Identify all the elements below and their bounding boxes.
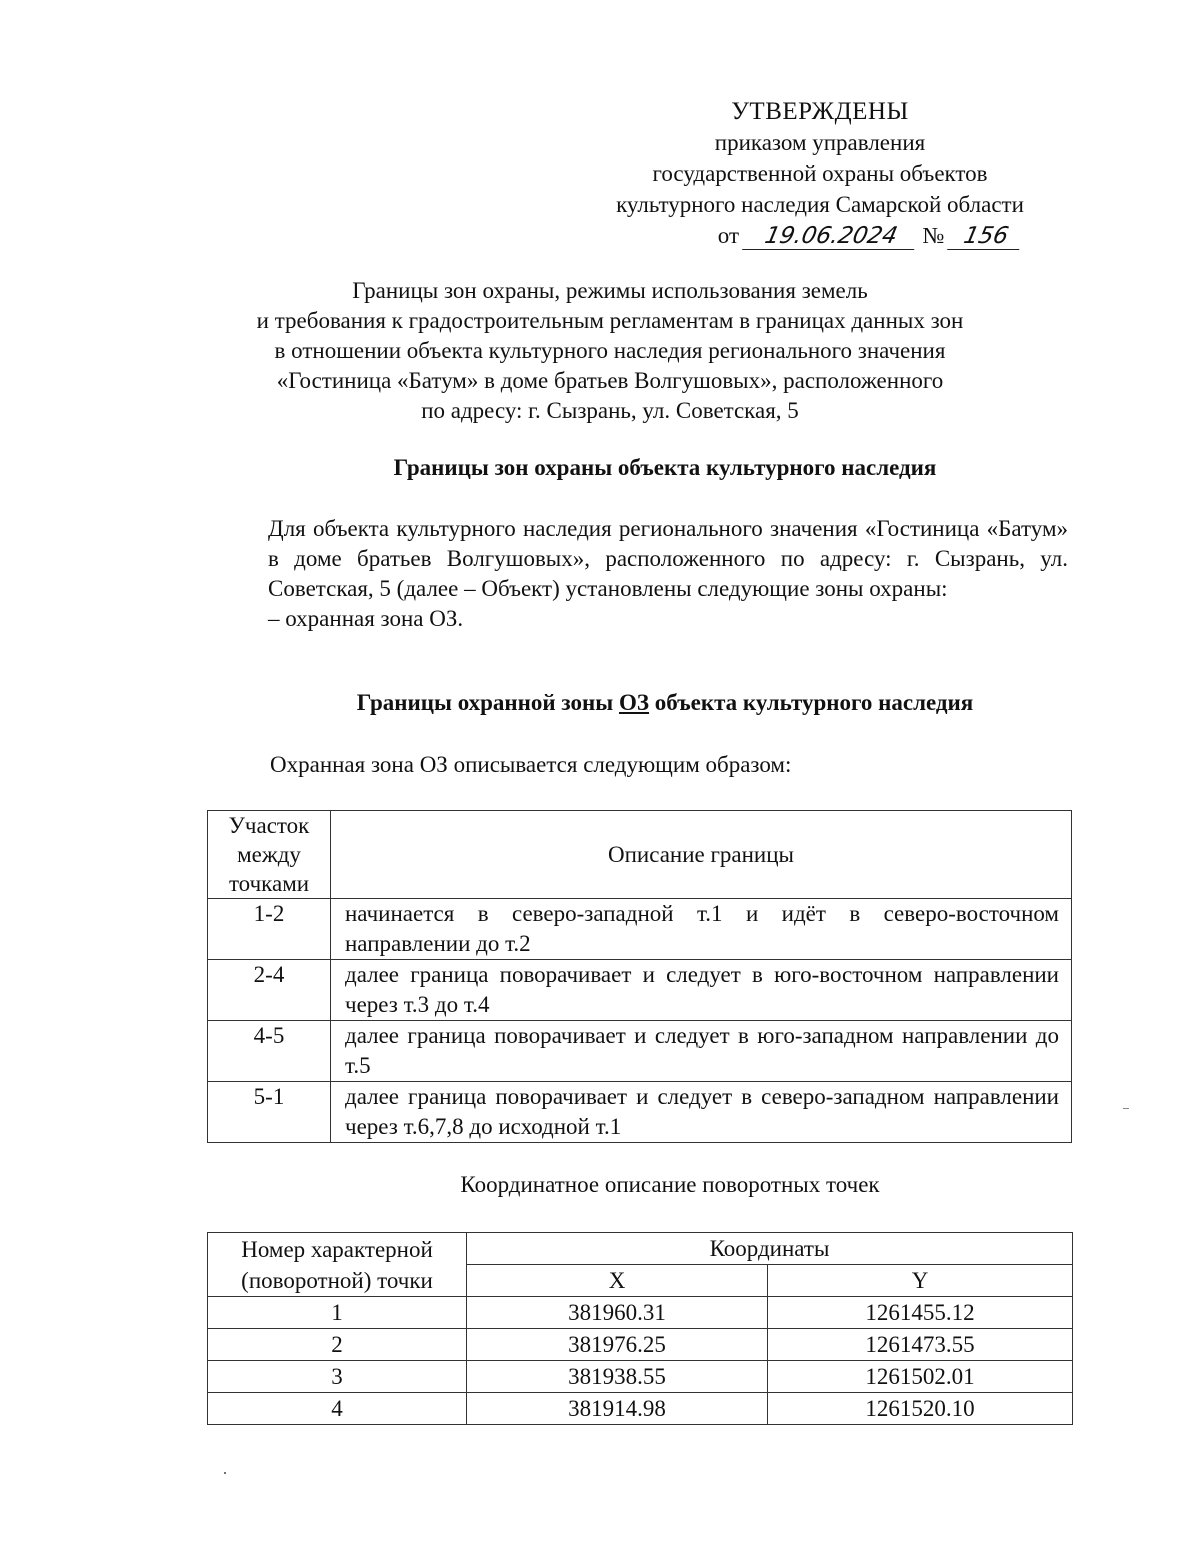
description-cell: начинается в северо-западной т.1 и идёт в северо-восточном направлении до т.2 [331,899,1072,960]
handwritten-number: 156 [947,223,1025,250]
table-row [208,1297,1073,1329]
section-2-title-end: объекта культурного наследия [649,690,974,715]
approval-line-1: приказом управления [714,130,926,155]
heading-line-3: в отношении объекта культурного наследия регионального значения [274,338,946,363]
y-cell: 1261473.55 [768,1329,1073,1361]
description-cell: далее граница поворачивает и следует в северо-западном направлении через т.6,7,8 до исходной т.1 [331,1082,1072,1143]
boundary-table [207,810,1072,1143]
table-row [208,1021,1072,1082]
heading-line-2: и требования к градостроительным регламентам в границах данных зон [256,308,964,333]
table-row [208,960,1072,1021]
document-heading [140,276,1080,426]
approval-title: УТВЕРЖДЕНЫ [731,98,909,125]
table-row [208,1082,1072,1143]
section-1-title: Границы зон охраны объекта культурного наследия [393,455,937,480]
scan-mark [1123,1108,1129,1109]
segment-header-line: точками [228,871,310,896]
table-row [208,899,1072,960]
number-prefix: № [922,223,945,248]
y-cell: 1261455.12 [768,1297,1073,1329]
x-cell: 381938.55 [467,1361,768,1393]
approval-line-2: государственной охраны объектов [652,161,988,186]
x-header: X [467,1265,768,1297]
heading-line-5: по адресу: г. Сызрань, ул. Советская, 5 [421,398,799,423]
handwritten-date: 19.06.2024 [742,223,920,250]
heading-line-4: «Гостиница «Батум» в доме братьев Волгушовых», расположенного [276,368,944,393]
table-row [208,1393,1073,1425]
point-header-line: (поворотной) точки [241,1267,433,1293]
section-2-title [150,690,1180,716]
y-cell: 1261520.10 [768,1393,1073,1425]
segment-cell: 2-4 [208,960,331,1021]
table-row [208,1361,1073,1393]
description-cell: далее граница поворачивает и следует в юго-западном направлении до т.5 [331,1021,1072,1082]
x-cell: 381914.98 [467,1393,768,1425]
coordinates-table [207,1232,1073,1425]
section-1-paragraph [205,514,1068,634]
segment-cell: 5-1 [208,1082,331,1143]
segment-header [208,811,331,899]
scan-speck [224,1472,226,1474]
x-cell: 381976.25 [467,1329,768,1361]
date-prefix: от [717,223,740,248]
x-cell: 381960.31 [467,1297,768,1329]
point-header-line: Номер характерной [241,1236,433,1262]
segment-header-line: между [237,842,301,867]
paragraph-text: Для объекта культурного наследия регионального значения «Гостиница «Батум» в доме братьев Волгушовых», расположенного по адресу: г. Сызрань, ул. Советская, 5 (далее – Объект) установлены следующие зоны охраны: [268,516,1068,601]
coordinates-title: Координатное описание поворотных точек [460,1172,880,1197]
approval-block [560,96,1080,251]
table-header-row [208,811,1072,899]
description-cell: далее граница поворачивает и следует в юго-восточном направлении через т.3 до т.4 [331,960,1072,1021]
segment-cell: 1-2 [208,899,331,960]
point-cell: 2 [208,1329,467,1361]
y-cell: 1261502.01 [768,1361,1073,1393]
table-header-row [208,1233,1073,1265]
description-header: Описание границы [331,811,1072,899]
zone-lead-text: Охранная зона ОЗ описывается следующим образом: [270,752,792,777]
segment-cell: 4-5 [208,1021,331,1082]
zone-code: ОЗ [619,690,650,715]
section-2-title-start: Границы охранной зоны [356,690,619,715]
point-cell: 1 [208,1297,467,1329]
point-cell: 4 [208,1393,467,1425]
table-row [208,1329,1073,1361]
zone-list-item: – охранная зона ОЗ. [268,606,464,631]
coordinates-header: Координаты [467,1233,1073,1265]
y-header: Y [768,1265,1073,1297]
approval-line-3: культурного наследия Самарской области [616,192,1024,217]
approval-date-line [560,220,1080,251]
heading-line-1: Границы зон охраны, режимы использования земель [352,278,868,303]
segment-header-line: Участок [228,813,310,838]
point-cell: 3 [208,1361,467,1393]
point-number-header [208,1233,467,1297]
